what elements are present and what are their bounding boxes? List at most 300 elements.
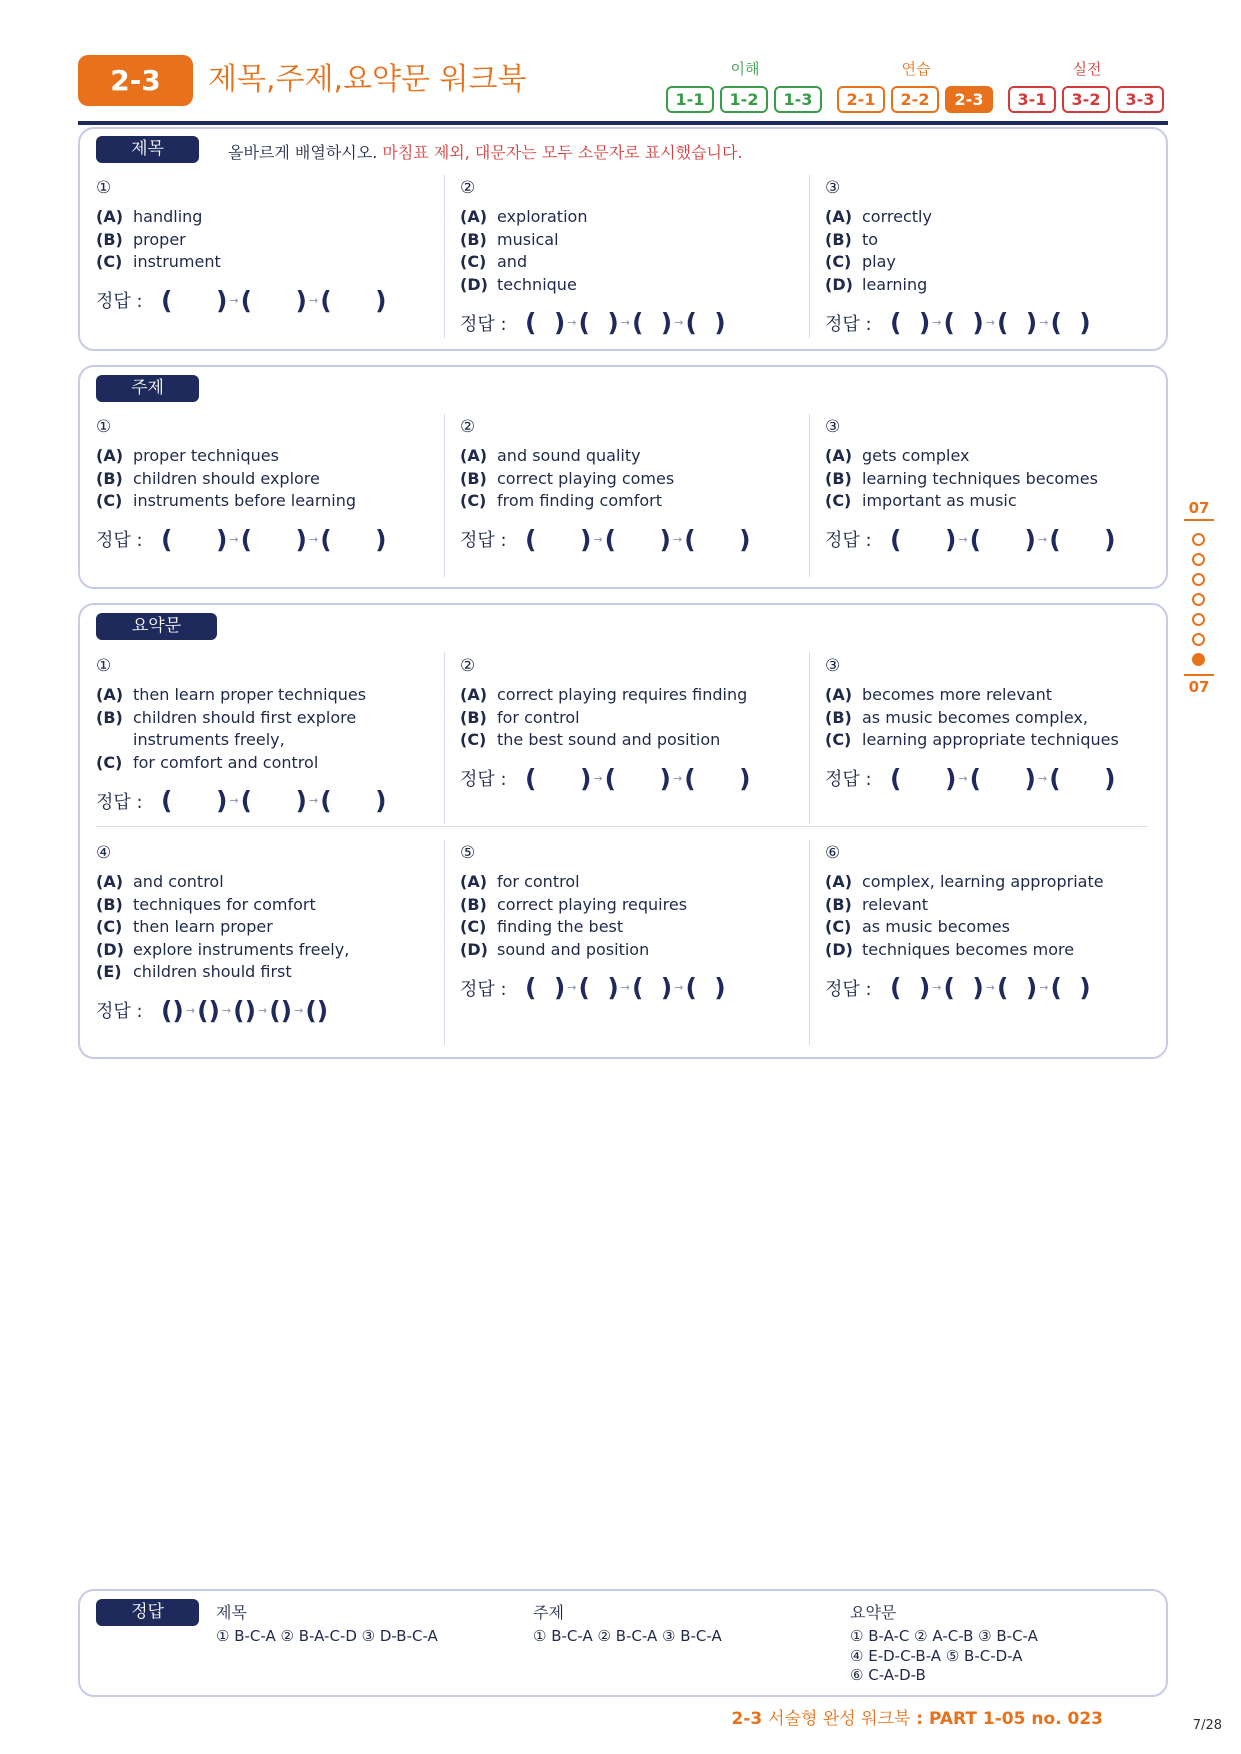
item-label: (B) [825,468,852,488]
item-text: important as music [862,491,1017,511]
answer-blank[interactable]: ( ) [890,524,957,554]
level-tab-2-1[interactable]: 2-1 [837,86,885,113]
title-question-1 [96,178,441,315]
answer-label: 정답 : [96,791,143,813]
answer-blank[interactable]: ( ) [890,308,931,338]
item-label: (D) [825,939,853,959]
item-text: and control [133,872,224,891]
item-label: (A) [460,207,488,226]
answer-blank[interactable]: ( ) [685,973,726,1003]
question-number: ③ [825,656,841,676]
instruction-main: 올바르게 배열하시오. [228,143,378,162]
item-label: (A) [96,685,124,704]
question-number: ④ [96,843,112,863]
answer-blank[interactable]: ( ) [1050,973,1091,1003]
answer-label: 정답 : [825,769,872,791]
item [825,229,1170,252]
item [825,871,1170,894]
footer-code: 2-3 [731,1709,763,1729]
answer-label: 정답 : [96,530,143,552]
item-label: (B) [460,707,487,727]
answer-row [460,764,805,793]
answer-row [825,973,1170,1002]
arrow-icon: → [1039,316,1049,330]
arrow-icon: → [221,1003,232,1017]
arrow-icon: → [229,794,239,808]
item-label: (B) [460,468,487,488]
item [460,916,805,939]
item-text: as music becomes complex, [862,707,1088,727]
item [460,939,805,962]
progress-dot-current [1192,653,1205,666]
arrow-icon: → [1039,981,1049,995]
item-text: complex, learning appropriate [862,872,1104,891]
item-label: (C) [825,252,852,272]
column-divider [444,414,445,577]
item-text: correct playing comes [497,468,675,488]
item [460,468,805,491]
arrow-icon: → [672,532,683,546]
item-label: (E) [96,962,122,982]
answer-key-heading: 제목 [216,1603,247,1622]
instruction-note: 마침표 제외, 대문자는 모두 소문자로 표시했습니다. [377,143,743,162]
answer-label: 정답 : [460,313,507,335]
instruction-text [228,140,743,163]
question-number: ① [96,656,112,676]
item [96,684,441,707]
answer-key-line: ④ E-D-C-B-A ⑤ B-C-D-A [850,1646,1023,1665]
progress-dot [1192,533,1205,546]
item [96,468,441,491]
answer-blank[interactable]: ( ) [1050,308,1091,338]
item-label: (D) [96,939,124,959]
answer-key-line: ① B-C-A ② B-C-A ③ B-C-A [533,1627,722,1645]
answer-blank[interactable]: () [197,995,220,1025]
arrow-icon: → [1037,532,1048,546]
item-text: then learn proper techniques [133,685,367,704]
answer-key-line: ① B-C-A ② B-A-C-D ③ D-B-C-A [216,1627,438,1645]
answer-blank[interactable]: () [233,995,257,1025]
item [96,229,441,252]
answer-blank[interactable]: ( ) [969,524,1036,554]
item-label: (A) [825,685,853,704]
answer-key-label: 정답 [96,1599,199,1626]
item [825,445,1170,468]
item-text: relevant [862,894,929,914]
summary-question-6 [825,843,1170,1002]
item [96,961,441,984]
answer-blank[interactable]: ( ) [161,786,228,816]
arrow-icon: → [958,532,968,546]
answer-blank[interactable]: ( ) [240,524,307,554]
item-label: (D) [460,939,488,959]
title-question-3 [825,178,1170,337]
answer-row [825,764,1170,793]
item [460,274,805,297]
item-label: (A) [96,872,124,891]
summary-question-5 [460,843,805,1002]
arrow-icon: → [932,316,942,330]
answer-label: 정답 : [825,978,872,1000]
item-text: as music becomes [862,917,1010,937]
arrow-icon: → [672,771,683,785]
answer-key-title [216,1600,438,1647]
column-divider [809,840,810,1045]
arrow-icon: → [674,316,684,330]
item-text: correct playing requires finding [497,685,748,704]
item-text: from finding comfort [497,491,662,511]
answer-blank[interactable]: ( ) [240,786,307,816]
item-text: gets complex [862,446,970,465]
item-text: techniques for comfort [133,894,316,914]
footer-title: 서술형 완성 워크북 [768,1709,911,1729]
answer-blank[interactable]: ( ) [525,524,592,554]
theme-question-1 [96,417,441,554]
answer-blank[interactable]: ( ) [890,763,957,793]
column-divider [809,175,810,338]
level-tab-2-3[interactable]: 2-3 [945,86,993,113]
item-label: (B) [825,707,852,727]
item [460,684,805,707]
answer-row [460,973,805,1002]
answer-label: 정답 : [460,530,507,552]
item [460,490,805,513]
item-label: (A) [96,207,124,226]
column-divider [809,414,810,577]
progress-dot [1192,633,1205,646]
item-label: (B) [96,229,123,249]
item-label: (C) [96,252,123,272]
item-label: (B) [96,468,123,488]
footer [732,1704,1103,1729]
answer-label: 정답 : [825,313,872,335]
answer-key-line: ⑥ C-A-D-B [850,1666,926,1684]
question-number: ① [96,178,112,198]
item-text: instruments before learning [133,491,357,511]
level-tab-3-1[interactable]: 3-1 [1008,86,1056,113]
answer-blank[interactable]: ( ) [604,763,671,793]
item-label: (C) [825,730,852,750]
item-label: (B) [96,707,123,727]
item-label: (C) [460,491,487,511]
arrow-icon: → [229,532,239,546]
arrow-icon: → [620,316,630,330]
question-number: ⑥ [825,843,841,863]
progress-dot [1192,593,1205,606]
item [460,206,805,229]
item-text: techniques becomes more [862,939,1075,959]
answer-label: 정답 : [460,769,507,791]
row-divider [96,826,1148,827]
item [460,871,805,894]
item-label: (B) [96,894,123,914]
arrow-icon: → [958,771,968,785]
item [825,707,1170,730]
level-tab-1-1[interactable]: 1-1 [666,86,714,113]
item-label: (A) [460,872,488,891]
item-text: learning techniques becomes [862,468,1098,488]
summary-question-2 [460,656,805,793]
item-text: proper techniques [133,446,279,465]
answer-blank[interactable]: ( ) [161,524,228,554]
question-number: ① [96,417,112,437]
item [825,894,1170,917]
answer-blank[interactable]: ( ) [320,285,387,315]
item-text: for control [497,707,580,727]
footer-part: : PART 1-05 no. 023 [916,1709,1103,1729]
item-label: (B) [460,229,487,249]
level-tab-2-2[interactable]: 2-2 [891,86,939,113]
item-text: and sound quality [497,446,641,465]
answer-blank[interactable]: () [305,995,329,1025]
answer-row [460,525,805,554]
column-divider [444,840,445,1045]
answer-blank[interactable]: ( ) [890,973,931,1003]
item [96,939,441,962]
level-tab-1-3[interactable]: 1-3 [774,86,822,113]
item-label: (C) [825,491,852,511]
item-text: correctly [862,207,932,226]
answer-blank[interactable]: ( ) [996,308,1038,338]
item-text: to [862,229,879,249]
item-label: (D) [460,274,488,294]
item-text: children should explore [133,468,320,488]
arrow-icon: → [593,771,603,785]
item-text: for control [497,872,580,891]
answer-blank[interactable]: ( ) [631,308,673,338]
answer-row [460,308,805,337]
item-text: learning [862,274,928,294]
arrow-icon: → [258,1003,268,1017]
page-title: 제목,주제,요약문 워크북 [208,62,527,97]
item-label: (D) [825,274,853,294]
header-divider [78,121,1168,125]
item-text: children should first explore instruments freely, [133,707,357,750]
answer-blank[interactable]: ( ) [525,308,566,338]
progress-dot [1192,553,1205,566]
arrow-icon: → [567,316,577,330]
level-tab-3-3[interactable]: 3-3 [1116,86,1164,113]
item-label: (A) [825,207,853,226]
answer-blank[interactable]: ( ) [969,763,1036,793]
item-label: (A) [460,685,488,704]
item-label: (C) [825,917,852,937]
answer-blank[interactable]: ( ) [631,973,673,1003]
arrow-icon: → [567,981,577,995]
answer-blank[interactable]: ( ) [525,763,592,793]
arrow-icon: → [932,981,942,995]
group-label-practice: 연습 [901,60,931,78]
answer-blank[interactable]: ( ) [996,973,1038,1003]
summary-question-3 [825,656,1170,793]
answer-row [96,996,441,1025]
answer-blank[interactable]: () [161,995,184,1025]
item [460,729,805,752]
item [825,916,1170,939]
answer-blank[interactable]: ( ) [525,973,566,1003]
item-text: proper [133,229,186,249]
item [825,939,1170,962]
answer-blank[interactable]: ( ) [684,763,751,793]
summary-question-4 [96,843,441,1025]
side-index-bottom: 07 [1184,674,1214,696]
item-text: and [497,252,528,272]
answer-blank[interactable]: ( ) [320,524,387,554]
answer-blank[interactable]: ( ) [578,308,619,338]
column-divider [809,652,810,824]
item-text: play [862,252,896,272]
item-text: the best sound and position [497,730,721,750]
item [96,707,441,752]
answer-blank[interactable]: ( ) [943,973,984,1003]
answer-blank[interactable]: ( ) [1049,524,1116,554]
theme-question-2 [460,417,805,554]
item-label: (A) [825,446,853,465]
item [96,445,441,468]
item-text: handling [133,207,203,226]
item [96,251,441,274]
item-label: (C) [96,752,123,772]
item-text: finding the best [497,917,624,937]
question-number: ② [460,656,476,676]
level-tab-1-2[interactable]: 1-2 [720,86,768,113]
item [460,707,805,730]
arrow-icon: → [620,981,630,995]
arrow-icon: → [185,1003,196,1017]
item-text: musical [497,229,559,249]
answer-blank[interactable]: ( ) [604,524,671,554]
item-text: learning appropriate techniques [862,730,1119,750]
item [825,729,1170,752]
item-label: (B) [825,894,852,914]
answer-blank[interactable]: ( ) [161,285,228,315]
question-number: ③ [825,178,841,198]
title-question-2 [460,178,805,337]
item-text: exploration [497,207,588,226]
item [96,206,441,229]
answer-key-summary [850,1600,1038,1686]
answer-blank[interactable]: ( ) [684,524,751,554]
section-label-title: 제목 [96,136,199,163]
item [460,229,805,252]
item-label: (B) [825,229,852,249]
answer-label: 정답 : [825,530,872,552]
item-label: (A) [460,446,488,465]
answer-blank[interactable]: ( ) [240,285,307,315]
answer-label: 정답 : [460,978,507,1000]
item-label: (C) [96,917,123,937]
item [825,490,1170,513]
group-label-understand: 이해 [730,60,760,78]
summary-question-1 [96,656,441,815]
item [825,206,1170,229]
question-number: ② [460,178,476,198]
question-number: ③ [825,417,841,437]
item [460,894,805,917]
answer-row [96,525,441,554]
item-label: (C) [96,491,123,511]
answer-blank[interactable]: ( ) [1049,763,1116,793]
answer-blank[interactable]: ( ) [685,308,726,338]
item-label: (C) [460,917,487,937]
item-label: (B) [460,894,487,914]
item [96,916,441,939]
progress-dot [1192,613,1205,626]
item-label: (A) [825,872,853,891]
answer-key-heading: 요약문 [850,1603,897,1622]
arrow-icon: → [308,293,319,307]
answer-key-theme [533,1600,722,1647]
answer-row [825,525,1170,554]
answer-blank[interactable]: () [269,995,293,1025]
answer-label: 정답 : [96,291,143,313]
item [96,894,441,917]
section-label-theme: 주제 [96,375,199,402]
answer-row [96,786,441,815]
item [460,251,805,274]
item-label: (A) [96,446,124,465]
item-label: (C) [460,730,487,750]
arrow-icon: → [985,316,995,330]
lesson-code-badge: 2-3 [78,55,193,106]
item-label: (C) [460,252,487,272]
page-number: 7/28 [1192,1718,1222,1733]
item-text: explore instruments freely, [133,939,350,959]
level-tab-3-2[interactable]: 3-2 [1062,86,1110,113]
item [825,274,1170,297]
answer-row [96,286,441,315]
item [96,871,441,894]
arrow-icon: → [229,293,239,307]
arrow-icon: → [308,794,319,808]
item [825,684,1170,707]
column-divider [444,175,445,338]
item [96,490,441,513]
question-number: ② [460,417,476,437]
item [96,752,441,775]
item-text: technique [497,274,577,294]
answer-blank[interactable]: ( ) [943,308,984,338]
arrow-icon: → [593,532,603,546]
item [460,445,805,468]
answer-blank[interactable]: ( ) [320,786,387,816]
group-label-real: 실전 [1072,60,1102,78]
theme-question-3 [825,417,1170,554]
item-text: sound and position [497,939,650,959]
item-text: then learn proper [133,917,273,937]
item-text: becomes more relevant [862,685,1053,704]
answer-key-line: ① B-A-C ② A-C-B ③ B-C-A [850,1627,1038,1645]
item-text: for comfort and control [133,752,319,772]
item-text: instrument [133,252,221,272]
item-text: correct playing requires [497,894,688,914]
column-divider [444,652,445,824]
item [825,468,1170,491]
answer-blank[interactable]: ( ) [578,973,619,1003]
item-text: children should first [133,962,292,982]
answer-row [825,308,1170,337]
side-index-top: 07 [1184,499,1214,521]
arrow-icon: → [294,1003,304,1017]
answer-label: 정답 : [96,1001,143,1023]
progress-dot [1192,573,1205,586]
item [825,251,1170,274]
question-number: ⑤ [460,843,476,863]
arrow-icon: → [674,981,684,995]
arrow-icon: → [308,532,319,546]
arrow-icon: → [1037,771,1048,785]
answer-key-heading: 주제 [533,1603,564,1622]
